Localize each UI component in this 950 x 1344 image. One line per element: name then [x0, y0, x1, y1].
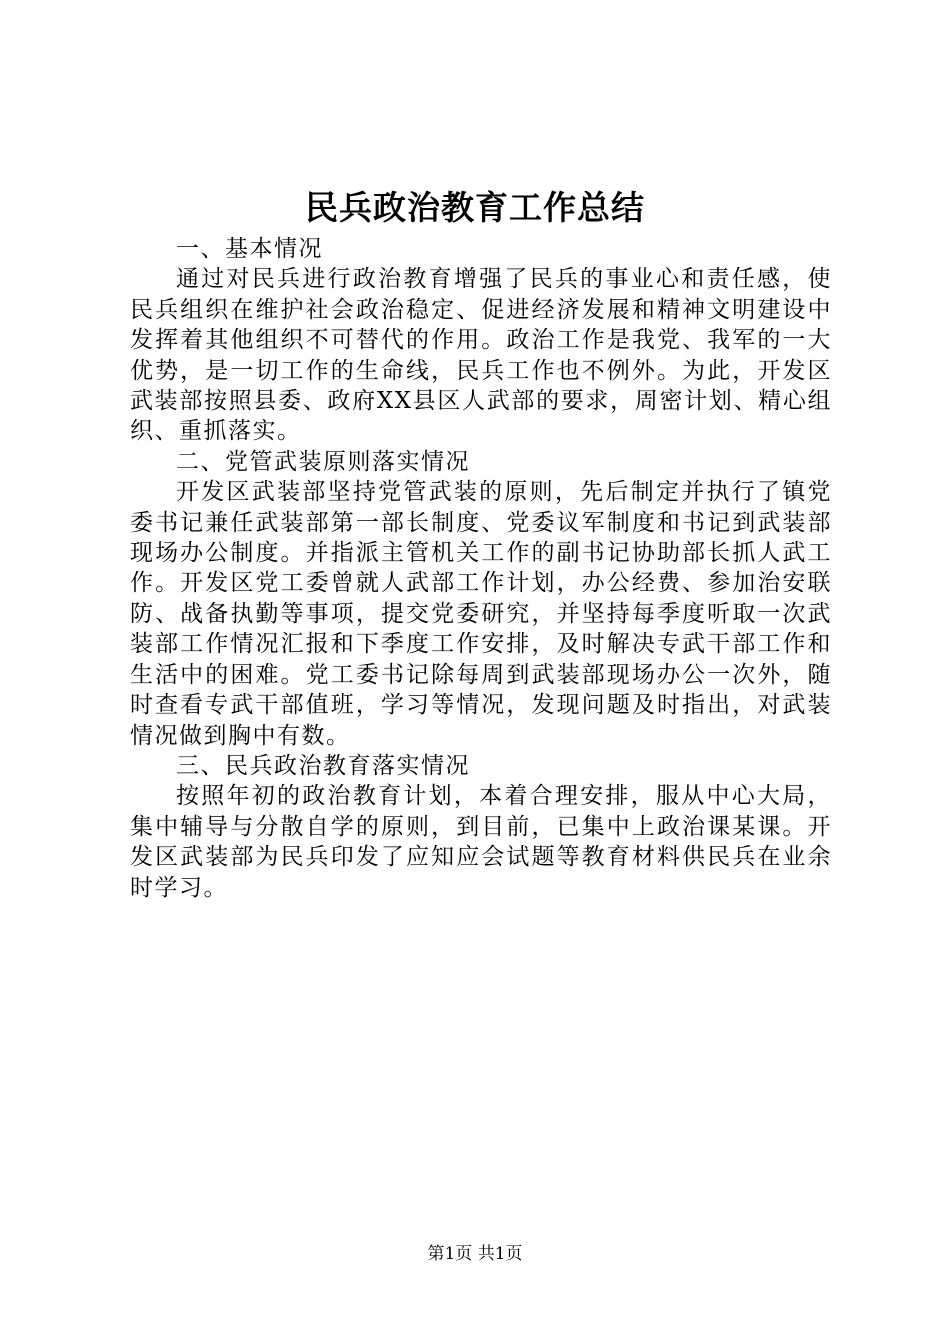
- page-title: 民兵政治教育工作总结: [305, 188, 645, 227]
- paragraph-political-education: 按照年初的政治教育计划，本着合理安排，服从中心大局，集中辅导与分散自学的原则，到目前，已集中上政治课某课。开发区武装部为民兵印发了应知应会试题等教育材料供民兵在业余时学习。: [130, 783, 832, 901]
- document-body: [130, 234, 832, 903]
- section-heading-party-control: 二、党管武装原则落实情况: [176, 448, 470, 475]
- section-heading-political-education: 三、民兵政治教育落实情况: [176, 752, 470, 779]
- paragraph-basic-situation: 通过对民兵进行政治教育增强了民兵的事业心和责任感，使民兵组织在维护社会政治稳定、促进经济发展和精神文明建设中发挥着其他组织不可替代的作用。政治工作是我党、我军的一大优势，是一切工作的生命线，民兵工作也不例外。为此，开发区武装部按照县委、政府XX县区人武部的要求，周密计划、精心组织、重抓落实。: [130, 266, 832, 445]
- section-heading-basic-situation: 一、基本情况: [176, 236, 323, 262]
- paragraph-party-control: 开发区武装部坚持党管武装的原则，先后制定并执行了镇党委书记兼任武装部第一部长制度、党委议军制度和书记到武装部现场办公制度。并指派主管机关工作的副书记协助部长抓人武工作。开发区党工委曾就人武部工作计划，办公经费、参加治安联防、战备执勤等事项，提交党委研究，并坚持每季度听取一次武装部工作情况汇报和下季度工作安排，及时解决专武干部工作和生活中的困难。党工委书记除每周到武装部现场办公一次外，随时查看专武干部值班，学习等情况，发现问题及时指出，对武装情况做到胸中有数。: [130, 479, 832, 749]
- page-number-footer: 第1页 共1页: [427, 1244, 523, 1264]
